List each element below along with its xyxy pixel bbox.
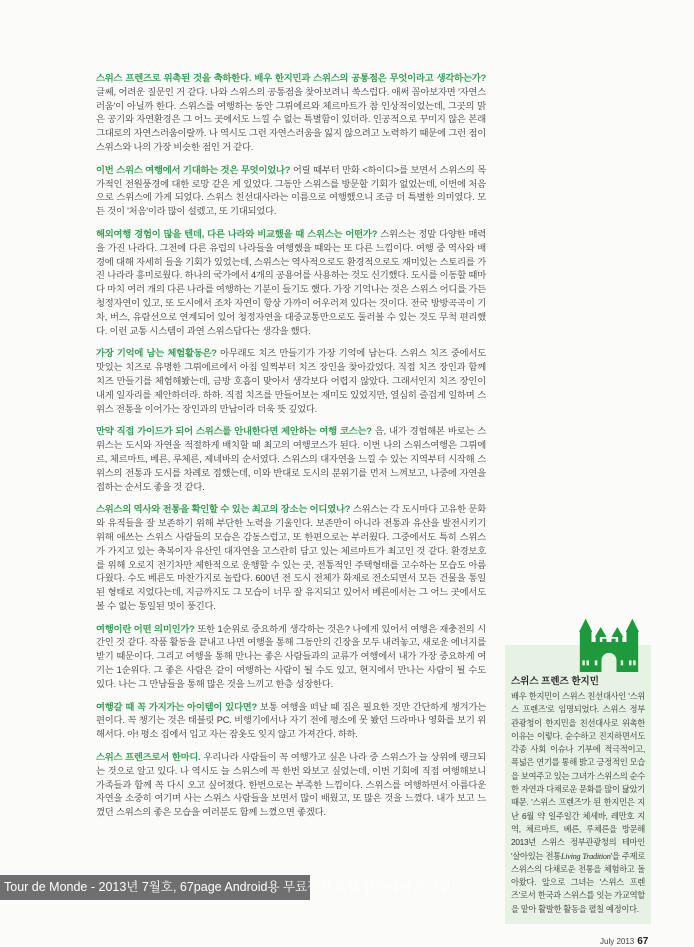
question: 여행이란 어떤 의미인가?	[96, 623, 195, 634]
sidebar-text: 배우 한지민이 스위스 친선대사인 '스위스 프렌즈'로 임명되었다. 스위스 정부관광청이 한지민을 친선대사로 위촉한 이유는 이렇다. 순수하고 진지하면서도 각종 사회 이슈나 기부에 적극적이고, 폭넓은 연기를 통해 밝고 긍정적인 모습을 보여주고 있는 그녀가 스위스의 순수한 자연과 다채로운 문화를 많이 닮았기 때문. '스위스 프렌즈'가 된 한지민은 지난 6월 약 일주일간 체세바, 레만호 지역, 체르마트, 베른, 루체른을 방문해 2013년 스위스 정부관광청의 테마인 '살아있는 전통	[511, 691, 645, 861]
answer: 음, 내가 경험해본 바로는 스위스는 도시와 자연을 적절하게 배치할 때 최고의 여행코스가 된다. 이번 나의 스위스여행은 그뤼에르, 체르마트, 베른, 루체른, 제네바의 순서였다. 스위스의 대자연을 느낄 수 있는 지역부터 시작해 스위스의 전통과 도시를 차례로 접했는데, 이와 반대로 도시의 분위기를 먼저 느껴보고, 나중에 자연을 접하는 순서도 좋을 것 같다.	[96, 426, 486, 492]
qa-paragraph	[96, 425, 486, 494]
qa-paragraph	[96, 72, 486, 155]
question: 스위스 프렌즈로서 한마디.	[96, 752, 201, 763]
answer: 어릴 때부터 만화 <하이디>를 보면서 스위스의 목가적인 전원풍경에 대한 로망 같은 게 있었다. 그동안 스위스를 방문할 기회가 없었는데, 이번에 처음으로 스위스에 가게 되었다. 스위스 친선대사라는 이름으로 여행했으니 조금 더 특별한 의미였다. 모든 것이 '처음'이라 많이 설렜고, 또 기대되었다.	[96, 164, 486, 217]
question: 만약 직접 가이드가 되어 스위스를 안내한다면 제안하는 여행 코스는?	[96, 426, 372, 437]
page-folio	[505, 936, 651, 947]
qa-paragraph	[96, 503, 486, 613]
qa-paragraph	[96, 623, 486, 692]
qa-paragraph	[96, 701, 486, 742]
question: 스위스 프렌즈로 위촉된 것을 축하한다. 배우 한지민과 스위스의 공통점은 무엇이라고 생각하는가?	[96, 73, 486, 83]
answer: 스위스는 각 도시마다 고유한 문화와 유적들을 잘 보존하기 위해 부단한 노력을 기울인다. 보존만이 아니라 전통과 유산을 발전시키기 위해 애쓰는 스위스 사람들의 모습은 감동스럽고, 또 한편으로는 부러웠다. 그중에서도 특히 스위스가 가지고 있는 축복이자 유산인 대자연을 고스란히 담고 있는 체르마트가 최고인 것 같다. 환경보호를 위해 오로지 전기차만 제한적으로 운행할 수 있는 곳, 전통적인 주택형태를 고수하는 모습도 아름다웠다. 수도 베른도 마찬가지로 놀랍다. 600년 전 도시 전체가 화재로 전소되면서 모든 건물을 통일된 형태로 지었다는데, 지금까지도 그 모습이 너무 잘 유지되고 있어서 베른에서는 그 어느 곳에서도 볼 수 없는 통일된 멋이 풍긴다.	[96, 504, 486, 611]
qa-paragraph	[96, 164, 486, 219]
castle-icon-holder	[505, 617, 651, 645]
article-body	[96, 72, 486, 829]
question: 가장 기억에 남는 체험활동은?	[96, 348, 217, 359]
sidebar-box	[505, 645, 651, 924]
answer: 또한 1순위로 중요하게 생각하는 것은? 나에게 있어서 여행은 재충전의 시간인 것 같다. 작품 활동을 끝내고 나면 여행을 통해 그동안의 긴장을 모두 내려놓고, 새로운 에너지를 받기 때문이다. 그리고 여행을 통해 만나는 좋은 사람들과의 교류가 여행에서 내가 가장 중요하게 여기는 1순위다. 그 좋은 사람은 같이 여행하는 사람이 될 수도 있고, 현지에서 만나는 사람이 될 수도 있다. 나는 그 만남들을 통해 많은 것을 느끼고 한층 성장한다.	[96, 623, 486, 689]
answer: 보통 여행을 떠날 때 짐은 필요한 것만 간단하게 챙겨가는 편이다. 꼭 챙기는 것은 태블릿 PC. 비행기에서나 자기 전에 평소에 못 봤던 드라마나 영화를 보기 위해서다. 아! 평소 집에서 입고 자는 잠옷도 잊지 않고 가져간다. 하하.	[96, 701, 487, 740]
issue-date: July 2013	[600, 937, 635, 947]
answer: 우리나라 사람들이 꼭 여행가고 싶은 나라 중 스위스가 늘 상위에 랭크되는 것으로 알고 있다. 나 역시도 늘 스위스에 꼭 한번 와보고 싶었는데, 이번 기회에 직접 여행해보니 가족들과 함께 꼭 다시 오고 싶어졌다. 한번으로는 부족한 느낌이다. 스위스를 여행하면서 아름다운 자연을 소중히 여기며 사는 스위스 사람들을 보면서 많이 배웠고, 또 많은 것을 느꼈다. 내가 보고 느꼈던 스위스의 좋은 모습을 여러분도 함께 느꼈으면 좋겠다.	[96, 752, 486, 818]
qa-paragraph	[96, 228, 486, 338]
answer: 아무래도 치즈 만들기가 가장 기억에 남는다. 스위스 치즈 중에서도 맛있는 치즈로 유명한 그뤼에르에서 아침 일찍부터 치즈 장인을 찾아갔었다. 직접 치즈 장인과 함께 치즈 만들기를 체험해봤는데, 금방 호흡이 맞아서 생각보다 어렵지 않았다. 그래서인지 치즈 장인이 내게 일자리를 제안하더라. 하하. 직접 치즈를 만들어보는 재미도 있었지만, 열심히 즐겁게 일하며 스위스 전통을 이어가는 장인과의 만남이라 더욱 뜻 깊었다.	[96, 348, 487, 414]
question: 해외여행 경험이 많을 텐데, 다른 나라와 비교했을 때 스위스는 어떤가?	[96, 228, 378, 239]
question: 스위스의 역사와 전통을 확인할 수 있는 최고의 장소는 어디였나?	[96, 504, 351, 515]
answer: 글쎄, 어려운 질문인 거 같다. 나와 스위스의 공통점을 찾아보려니 쑥스럽다. 애써 꼽아보자면 '자연스러움'이 아닐까 한다. 스위스를 여행하는 동안 그뤼에르와 체르마트가 참 인상적이었는데, 그곳의 맑은 공기와 자연환경은 그 어느 곳에서도 느낄 수 없는 특별함이 있더라. 인공적으로 꾸미지 않은 본래 그대로의 자연스러움이랄까. 나 역시도 그런 자연스러움을 잃지 않으려고 노력하기 때문에 그런 점이 스위스와 나의 가장 비슷한 점인 거 같다.	[96, 86, 486, 152]
scrap-caption-bar: Tour de Monde - 2013년 7월호, 67page Android용 무료잡지 포털 탭진에서 스크랩	[0, 875, 310, 900]
sidebar-text: '을 주제로 스위스의 다채로운 전통을 체험하고 돌아왔다. 앞으로 그녀는 '스위스 프렌즈'로서 한국과 스위스를 잇는 가교역할을 맡아 활발한 활동을 펼칠 예정이다.	[511, 850, 645, 914]
answer: 스위스는 정말 다양한 매력을 가진 나라다. 그전에 다른 유럽의 나라들을 여행했을 때와는 또 다른 느낌이다. 여행 중 역사와 배경에 대해 자세히 들을 기회가 있었는데, 스위스는 역사적으로도 환경적으로도 재미있는 스토리를 가진 나라라 흥미로웠다. 하나의 국가에서 4개의 공용어를 사용하는 것도 신기했다. 도시를 이동할 때마다 마치 여러 개의 다른 나라를 여행하는 기분이 들기도 했다. 가장 기억나는 것은 스위스 어디를 가든 청정자연이 있고, 또 도시에서 조차 자연이 항상 가까이 어우러져 있다는 것이다. 전국 방방곡곡이 기차, 버스, 유람선으로 연계되어 있어 청정자연을 대중교통만으로도 둘러볼 수 있는 것도 무척 편리했다. 이런 교통 시스템이 과연 스위스답다는 생각을 했다.	[96, 228, 487, 336]
sidebar-group	[505, 617, 651, 947]
castle-icon	[579, 617, 639, 672]
sidebar-body	[511, 690, 645, 916]
qa-paragraph	[96, 751, 486, 820]
sidebar-italic-text: Living Tradition	[560, 851, 611, 861]
page-number: 67	[637, 936, 649, 947]
qa-paragraph	[96, 347, 486, 416]
sidebar-title: 스위스 프렌즈 한지민	[511, 676, 599, 687]
question: 이번 스위스 여행에서 기대하는 것은 무엇이었나?	[96, 164, 291, 175]
question: 여행갈 때 꼭 가지가는 아이템이 있다면?	[96, 701, 257, 712]
